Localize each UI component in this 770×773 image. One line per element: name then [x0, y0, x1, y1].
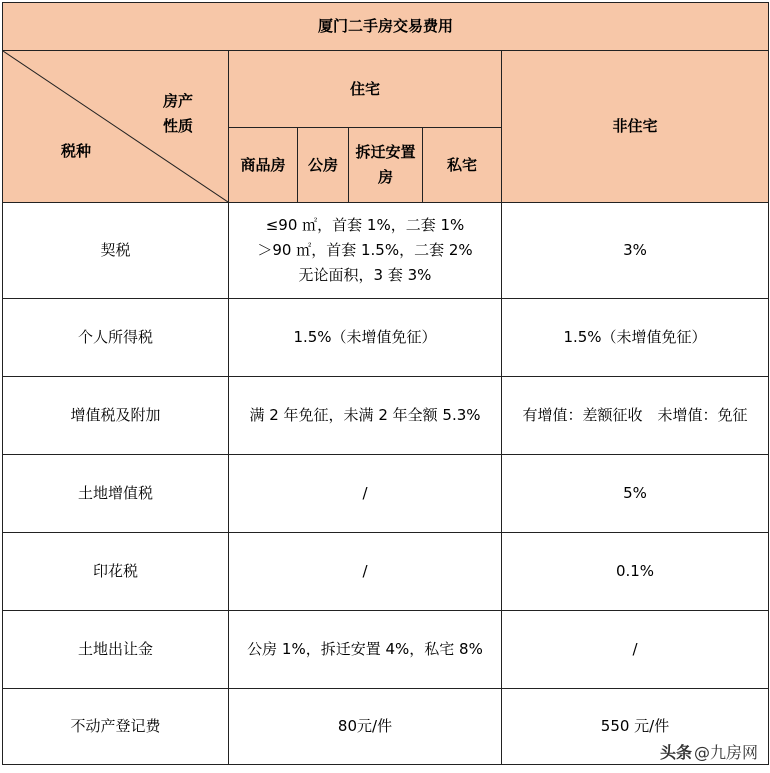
tax-name-cell: 土地出让金 — [3, 611, 229, 689]
sub-header-private: 私宅 — [423, 128, 502, 203]
tax-name-cell: 土地增值税 — [3, 455, 229, 533]
table-row — [3, 533, 769, 611]
residential-value-cell: / — [229, 533, 502, 611]
non-residential-value-cell: 有增值：差额征收 未增值：免征 — [502, 377, 769, 455]
table-row — [3, 689, 769, 765]
property-nature-label: 房产 性质 — [163, 92, 194, 135]
watermark-handle: @九房网 — [693, 743, 758, 762]
watermark-prefix: 头条 — [659, 743, 692, 762]
non-residential-value-cell: 3% — [502, 203, 769, 299]
sub-header-public: 公房 — [298, 128, 349, 203]
non-residential-value-cell: 0.1% — [502, 533, 769, 611]
residential-value-cell: ≤90 ㎡，首套 1%，二套 1% ＞90 ㎡，首套 1.5%，二套 2% 无论面积，3 套 3% — [229, 203, 502, 299]
table-row — [3, 377, 769, 455]
table-row — [3, 299, 769, 377]
header-row-1 — [3, 51, 769, 128]
watermark — [660, 740, 758, 763]
non-residential-value-cell: / — [502, 611, 769, 689]
table-row — [3, 203, 769, 299]
residential-value-cell: 80元/件 — [229, 689, 502, 765]
tax-name-cell: 印花税 — [3, 533, 229, 611]
tax-name-cell: 增值税及附加 — [3, 377, 229, 455]
table-row — [3, 611, 769, 689]
residential-value-cell: 公房 1%，拆迁安置 4%，私宅 8% — [229, 611, 502, 689]
non-residential-value-cell: 5% — [502, 455, 769, 533]
sub-header-commercial: 商品房 — [229, 128, 298, 203]
residential-value-cell: 1.5%（未增值免征） — [229, 299, 502, 377]
table-title: 厦门二手房交易费用 — [3, 3, 769, 51]
non-residential-value-cell: 550 元/件 — [502, 689, 769, 765]
non-residential-value-cell: 1.5%（未增值免征） — [502, 299, 769, 377]
tax-type-label: 税种 — [61, 142, 92, 160]
title-row — [3, 3, 769, 51]
tax-name-cell: 个人所得税 — [3, 299, 229, 377]
tax-name-cell: 不动产登记费 — [3, 689, 229, 765]
diagonal-line — [3, 51, 228, 202]
fee-table — [2, 2, 769, 765]
non-residential-header: 非住宅 — [502, 51, 769, 203]
residential-value-cell: 满 2 年免征，未满 2 年全额 5.3% — [229, 377, 502, 455]
residential-header: 住宅 — [229, 51, 502, 128]
diagonal-header-cell — [3, 51, 229, 203]
tax-name-cell: 契税 — [3, 203, 229, 299]
residential-value-cell: / — [229, 455, 502, 533]
sub-header-relocation: 拆迁安置房 — [349, 128, 423, 203]
table-row — [3, 455, 769, 533]
